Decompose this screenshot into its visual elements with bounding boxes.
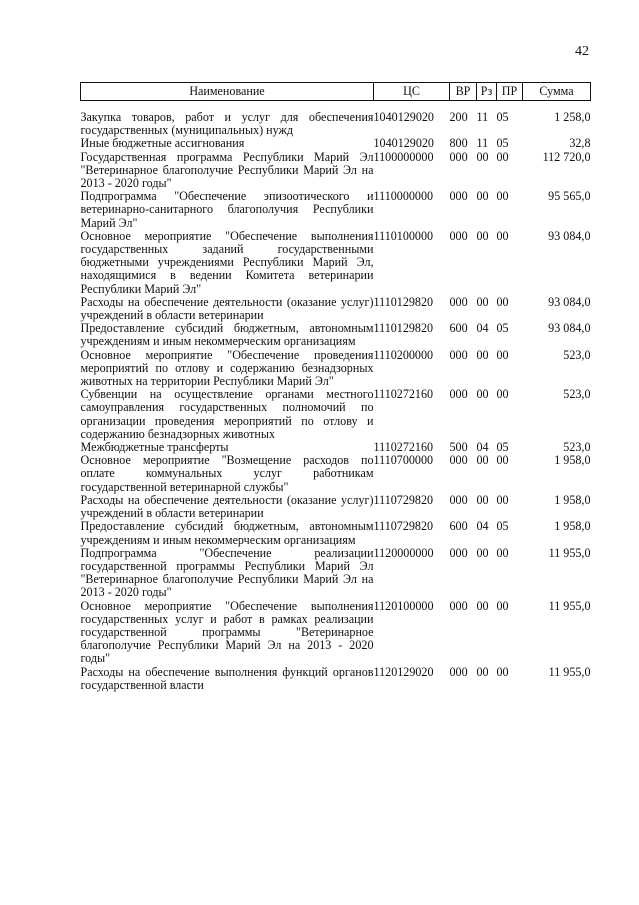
row-sum: 93 084,0 — [548, 228, 591, 243]
table-row — [81, 190, 591, 230]
row-cs-code: 1040129020 — [373, 136, 434, 151]
row-pr-code: 05 — [496, 136, 509, 151]
row-pr-code: 05 — [496, 321, 509, 336]
row-cs-code: 1110200000 — [373, 347, 434, 362]
row-vr-code: 000 — [449, 149, 468, 164]
row-cs-code: 1100000000 — [373, 149, 434, 164]
row-cs-code: 1110000000 — [373, 189, 434, 204]
row-sum: 523,0 — [563, 440, 591, 455]
row-name: Основное мероприятие "Обеспечение выполнения государственных заданий государственными бюджетными учреждениями Республики Марий Эл, находящимися в ведении Комитета ветеринарии Республики Марий Эл" — [80, 228, 374, 296]
row-pr-code: 00 — [496, 545, 509, 560]
row-pr-code: 05 — [496, 110, 509, 124]
row-rz-code: 11 — [476, 110, 489, 124]
row-rz-code: 00 — [476, 664, 489, 679]
table-row — [81, 520, 591, 546]
table-row — [81, 388, 591, 441]
row-pr-code: 05 — [496, 440, 509, 455]
table-row — [81, 494, 591, 520]
row-pr-code: 00 — [496, 387, 509, 402]
table-row — [81, 296, 591, 322]
table-row — [81, 230, 591, 296]
row-sum: 523,0 — [563, 347, 591, 362]
row-name: Основное мероприятие "Обеспечение выполнения государственных услуг и работ в рамках реализации государственной программы "Ветеринарное благополучие Республики Марий Эл на 2013 - 2020 годы" — [80, 598, 374, 666]
row-sum: 1 958,0 — [554, 453, 591, 468]
row-vr-code: 000 — [449, 598, 468, 613]
table-row — [81, 547, 591, 600]
header-rz: Рз — [477, 83, 497, 101]
row-rz-code: 00 — [476, 294, 489, 309]
header-name: Наименование — [81, 83, 374, 101]
row-vr-code: 000 — [449, 387, 468, 402]
row-sum: 1 958,0 — [554, 492, 591, 507]
row-pr-code: 00 — [496, 598, 509, 613]
row-cs-code: 1110729820 — [373, 492, 434, 507]
page-number: 42 — [575, 44, 589, 59]
row-rz-code: 04 — [476, 519, 489, 534]
row-cs-code: 1120000000 — [373, 545, 434, 560]
row-name: Подпрограмма "Обеспечение эпизоотического и ветеринарно-санитарного благополучия Республики Марий Эл" — [80, 189, 374, 230]
row-vr-code: 000 — [449, 189, 468, 204]
row-sum: 11 955,0 — [548, 664, 591, 679]
row-cs-code: 1040129020 — [373, 110, 434, 124]
row-name: Основное мероприятие "Обеспечение проведения мероприятий по отлову и содержанию безнадзорных животных на территории Республики Марий Эл" — [80, 347, 374, 389]
row-vr-code: 000 — [449, 545, 468, 560]
row-rz-code: 04 — [476, 321, 489, 336]
row-rz-code: 00 — [476, 453, 489, 468]
row-name: Расходы на обеспечение деятельности (оказание услуг) учреждений в области ветеринарии — [80, 294, 374, 323]
row-rz-code: 00 — [476, 598, 489, 613]
row-sum: 11 955,0 — [548, 545, 591, 560]
row-pr-code: 00 — [496, 453, 509, 468]
row-name: Основное мероприятие "Возмещение расходов по оплате коммунальных услуг работникам государственной ветеринарной службы" — [80, 453, 374, 494]
table-row — [81, 322, 591, 348]
row-sum: 11 955,0 — [548, 598, 591, 613]
row-vr-code: 000 — [449, 294, 468, 309]
row-sum: 93 084,0 — [548, 294, 591, 309]
row-name: Расходы на обеспечение выполнения функций органов государственной власти — [80, 664, 374, 692]
row-pr-code: 00 — [496, 664, 509, 679]
row-cs-code: 1110100000 — [373, 228, 434, 243]
row-rz-code: 00 — [476, 347, 489, 362]
row-name: Расходы на обеспечение деятельности (оказание услуг) учреждений в области ветеринарии — [80, 492, 374, 521]
row-vr-code: 600 — [449, 519, 468, 534]
row-name: Предоставление субсидий бюджетным, автономным учреждениям и иным некоммерческим организациям — [80, 519, 374, 547]
header-pr: ПР — [497, 83, 523, 101]
header-cs: ЦС — [374, 83, 450, 101]
row-pr-code: 00 — [496, 492, 509, 507]
row-vr-code: 200 — [449, 110, 468, 124]
table-row — [81, 666, 591, 692]
row-name: Закупка товаров, работ и услуг для обеспечения государственных (муниципальных) нужд — [80, 110, 374, 138]
row-pr-code: 00 — [496, 149, 509, 164]
row-pr-code: 00 — [496, 228, 509, 243]
row-rz-code: 00 — [476, 492, 489, 507]
row-vr-code: 000 — [449, 664, 468, 679]
row-cs-code: 1120100000 — [373, 598, 434, 613]
row-pr-code: 00 — [496, 189, 509, 204]
table-row — [81, 349, 591, 389]
row-cs-code: 1110272160 — [373, 387, 434, 402]
row-rz-code: 00 — [476, 189, 489, 204]
row-cs-code: 1110729820 — [373, 519, 434, 534]
row-vr-code: 500 — [449, 440, 468, 455]
row-cs-code: 1110700000 — [373, 453, 434, 468]
row-rz-code: 00 — [476, 387, 489, 402]
row-sum: 95 565,0 — [548, 189, 591, 204]
row-rz-code: 00 — [476, 149, 489, 164]
row-name: Подпрограмма "Обеспечение реализации государственной программы Республики Марий Эл "Ветеринарное благополучие Республики Марий Эл на 2013 - 2020 годы" — [80, 545, 374, 600]
table-row — [81, 137, 591, 150]
row-name: Субвенции на осуществление органами местного самоуправления государственных полномочий по организации проведения мероприятий по отлову и содержанию безнадзорных животных — [80, 387, 374, 441]
row-rz-code: 00 — [476, 545, 489, 560]
row-sum: 523,0 — [563, 387, 591, 402]
row-cs-code: 1110129820 — [373, 321, 434, 336]
table-row — [81, 454, 591, 494]
budget-table — [80, 82, 591, 692]
row-name: Иные бюджетные ассигнования — [80, 136, 245, 151]
row-pr-code: 00 — [496, 294, 509, 309]
row-name: Межбюджетные трансферты — [80, 440, 229, 455]
row-vr-code: 000 — [449, 228, 468, 243]
table-row — [81, 151, 591, 191]
row-rz-code: 11 — [476, 136, 489, 151]
row-cs-code: 1110272160 — [373, 440, 434, 455]
table-row — [81, 600, 591, 666]
row-cs-code: 1120129020 — [373, 664, 434, 679]
row-name: Предоставление субсидий бюджетным, автономным учреждениям и иным некоммерческим организациям — [80, 321, 374, 349]
row-sum: 93 084,0 — [548, 321, 591, 336]
table-row — [81, 111, 591, 137]
row-cs-code: 1110129820 — [373, 294, 434, 309]
table-header — [81, 83, 591, 101]
row-vr-code: 800 — [449, 136, 468, 151]
row-sum: 112 720,0 — [542, 149, 591, 164]
row-vr-code: 000 — [449, 453, 468, 468]
row-sum: 1 958,0 — [554, 519, 591, 534]
row-pr-code: 05 — [496, 519, 509, 534]
row-pr-code: 00 — [496, 347, 509, 362]
header-sum: Сумма — [523, 83, 591, 101]
header-vr: ВР — [450, 83, 477, 101]
row-vr-code: 000 — [449, 347, 468, 362]
row-sum: 32,8 — [569, 136, 591, 151]
row-rz-code: 00 — [476, 228, 489, 243]
row-vr-code: 000 — [449, 492, 468, 507]
row-sum: 1 258,0 — [554, 110, 591, 124]
row-rz-code: 04 — [476, 440, 489, 455]
row-vr-code: 600 — [449, 321, 468, 336]
table-body — [81, 101, 591, 692]
row-name: Государственная программа Республики Марий Эл "Ветеринарное благополучие Республики Марий Эл на 2013 - 2020 годы" — [80, 149, 374, 191]
